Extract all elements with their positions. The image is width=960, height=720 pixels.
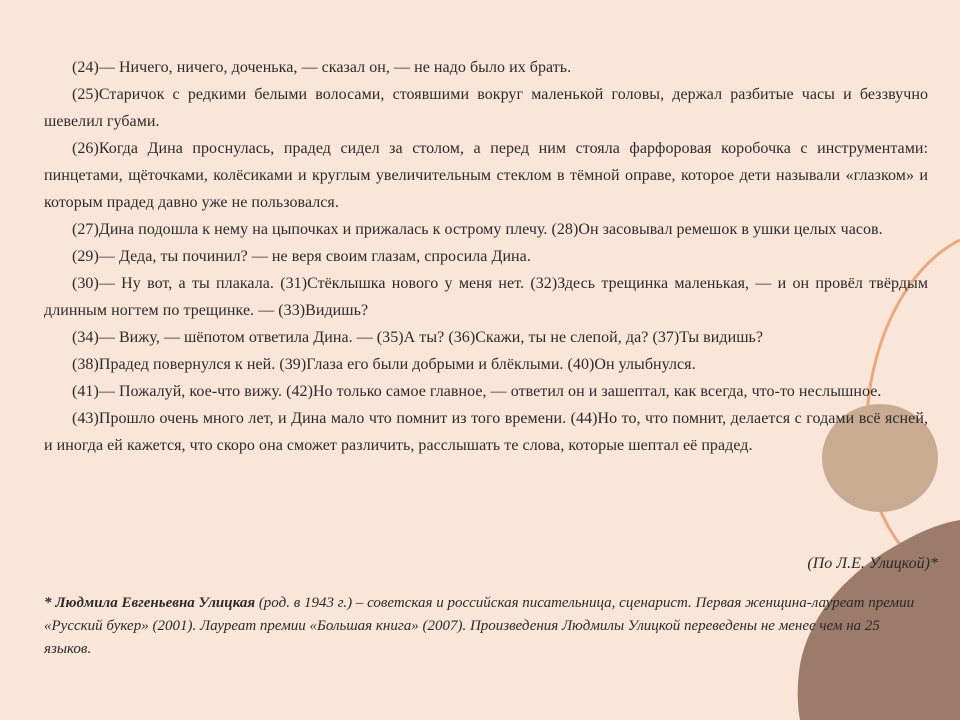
source-attribution: (По Л.Е. Улицкой)*	[807, 555, 938, 572]
author-footnote	[44, 592, 924, 661]
paragraph: (34)— Вижу, — шёпотом ответила Дина. — (35)А ты? (36)Скажи, ты не слепой, да? (37)Ты видишь?	[72, 329, 764, 346]
paragraph: (26)Когда Дина проснулась, прадед сидел за столом, а перед ним стояла фарфоровая коробочка с инструментами: пинцетами, щёточками, колёсиками и круглым увеличительным стеклом в тёмной оправе, которое дети называли «глазком» и которым прадед давно уже не пользовался.	[44, 140, 928, 211]
paragraph: (43)Прошло очень много лет, и Дина мало что помнит из того времени. (44)Но то, что помнит, делается с годами всё ясней, и иногда ей кажется, что скоро она сможет различить, расслышать те слова, которые шептал её прадед.	[44, 410, 928, 454]
paragraph: (24)— Ничего, ничего, доченька, — сказал он, — не надо было их брать.	[72, 59, 572, 76]
paragraph: (27)Дина подошла к нему на цыпочках и прижалась к острому плечу. (28)Он засовывал ремешок в ушки целых часов.	[72, 221, 883, 238]
story-text	[44, 54, 928, 459]
paragraph: (29)— Деда, ты починил? — не веря своим глазам, спросила Дина.	[72, 248, 531, 265]
paragraph: (38)Прадед повернулся к ней. (39)Глаза его были добрыми и блёклыми. (40)Он улыбнулся.	[72, 356, 696, 373]
paragraph: (25)Старичок с редкими белыми волосами, стоявшими вокруг маленькой головы, держал разбитые часы и беззвучно шевелил губами.	[44, 86, 928, 130]
paragraph: (30)— Ну вот, а ты плакала. (31)Стёклышка нового у меня нет. (32)Здесь трещинка маленькая, — и он провёл твёрдым длинным ногтем по трещинке. — (33)Видишь?	[44, 275, 928, 319]
footnote-author-name: * Людмила Евгеньевна Улицкая	[44, 595, 256, 611]
paragraph: (41)— Пожалуй, кое-что вижу. (42)Но только самое главное, — ответил он и зашептал, как всегда, что-то неслышное.	[72, 383, 882, 400]
footnote-text: (род. в 1943 г.) – советская и российская писательница, сценарист. Первая женщина-лауреат премии «Русский букер» (2001). Лауреат премии «Большая книга» (2007). Произведения Людмилы Улицкой переведены не менее чем на 25 языков.	[44, 595, 915, 657]
